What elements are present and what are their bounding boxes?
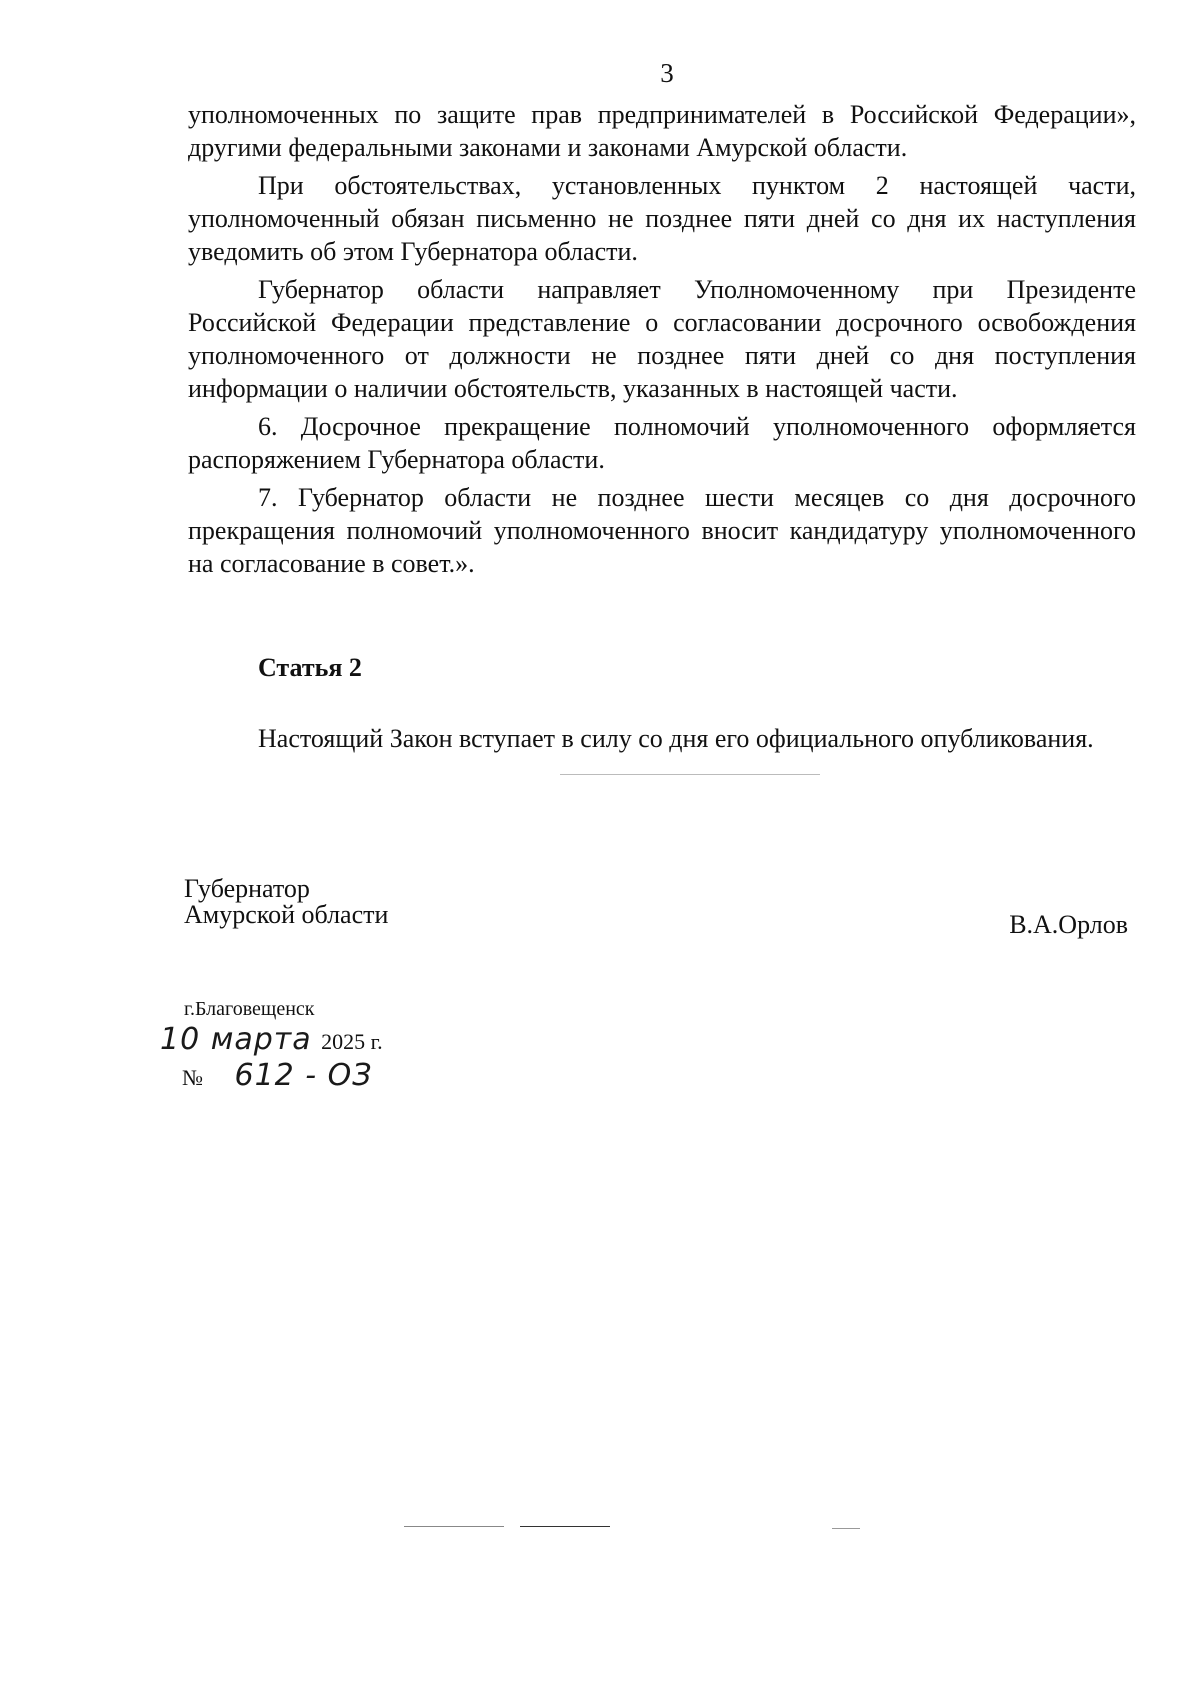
date-year: 2025 г. xyxy=(321,1029,383,1054)
signatory-name: В.А.Орлов xyxy=(1009,910,1128,939)
signatory-title xyxy=(184,876,388,928)
paragraph-continuation: уполномоченных по защите прав предпринимателей в Российской Федерации», другими федеральными законами и законами Амурской области. xyxy=(188,100,1136,162)
scan-artifact-line xyxy=(404,1526,504,1527)
handwritten-date: 10 марта xyxy=(160,1022,312,1057)
paragraph-item-6: 6. Досрочное прекращение полномочий уполномоченного оформляется распоряжением Губернатора области. xyxy=(188,412,1136,474)
signing-date xyxy=(160,1022,383,1057)
handwritten-law-number: 612 - ОЗ xyxy=(234,1058,373,1093)
scan-artifact-line xyxy=(520,1526,610,1527)
page-number: 3 xyxy=(660,58,674,88)
scan-artifact-line xyxy=(832,1528,860,1529)
paragraph-submission: Губернатор области направляет Уполномоченному при Президенте Российской Федерации представление о согласовании досрочного освобождения уполномоченного от должности не позднее пяти дней со дня поступления информации о наличии обстоятельств, указанных в настоящей части. xyxy=(188,275,1136,403)
law-number xyxy=(182,1058,373,1093)
signatory-title-line-2: Амурской области xyxy=(184,900,389,929)
scan-artifact-line xyxy=(560,774,820,775)
signatory-title-line-1: Губернатор xyxy=(184,874,310,903)
paragraph-item-7: 7. Губернатор области не позднее шести месяцев со дня досрочного прекращения полномочий уполномоченного вносит кандидатуру уполномоченного на согласование в совет.». xyxy=(188,483,1136,578)
place-of-signing: г.Благовещенск xyxy=(184,998,315,1020)
law-body-text xyxy=(188,98,1136,580)
article-text: Настоящий Закон вступает в силу со дня его официального опубликования. xyxy=(258,724,1094,753)
article-heading: Статья 2 xyxy=(258,653,362,682)
number-label: № xyxy=(182,1065,203,1090)
paragraph-notification: При обстоятельствах, установленных пунктом 2 настоящей части, уполномоченный обязан письменно не позднее пяти дней со дня их наступления уведомить об этом Губернатора области. xyxy=(188,171,1136,266)
